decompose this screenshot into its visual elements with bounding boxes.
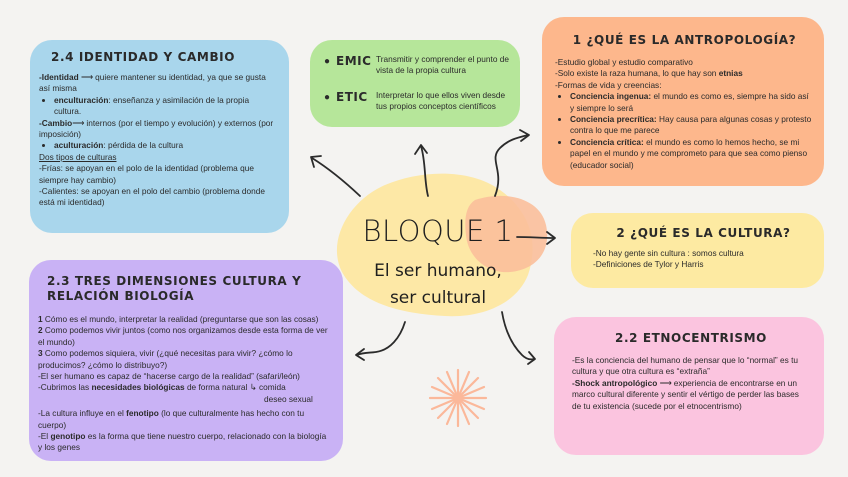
deseo-label: deseo sexual [264, 393, 313, 404]
identity-line [39, 72, 276, 95]
cambio-text: internos (por el tiempo y evolución) y externos (por imposición) [39, 117, 274, 140]
conciencia-item [570, 114, 814, 137]
branch-arrow-icon: ↳ [249, 382, 257, 393]
conciencia-text: Hay causa para algunas cosas y protesto contra lo que me parece [570, 114, 812, 136]
dimension-number: 2 [38, 325, 43, 336]
aculturacion-label: aculturación [54, 140, 104, 151]
anthro-line: -Estudio global y estudio comparativo [555, 57, 693, 67]
aculturacion-text: : pérdida de la cultura [103, 140, 184, 151]
frias-line: -Frías: se apoyan en el polo de la identidad (problema que siempre hay cambio) [39, 163, 254, 185]
genotipo-post: es la forma que tiene nuestro cuerpo, relacionado con la biología y los genes [38, 431, 327, 453]
enculturacion-item [54, 95, 276, 118]
ethnocentrism-card [554, 317, 824, 455]
emic-definition: Transmitir y comprender el punto de vista de la propia cultura [376, 54, 509, 75]
dimension-1 [38, 314, 331, 325]
conciencia-text: el mundo es como es, siempre ha sido así y siempre lo será [570, 91, 809, 113]
dimension-text: Cómo es el mundo, interpretar la realidad (preguntarse que son las cosas) [42, 314, 319, 324]
enculturacion-text: : enseñanza y asimilación de la propia cultura. [54, 94, 250, 117]
arrow-to-identity-icon [311, 156, 360, 196]
needs-post: de forma natural [184, 382, 248, 393]
arrow-right-icon: ⟶ [72, 117, 85, 128]
ethno-title: 2.2 ETNOCENTRISMO [615, 331, 767, 345]
conciencia-label: Conciencia crítica: [570, 136, 644, 147]
etic-definition: Interpretar lo que ellos viven desde tus propios conceptos científicos [376, 90, 506, 111]
genotipo-pre: -El [38, 431, 51, 442]
shock-text: experiencia de encontrarse en un marco cultural diferente y sentir el vértigo de perder las bases de tu existencia (sucede por el etnocentrismo) [572, 377, 799, 411]
fenotipo-pre: -La cultura influye en el [38, 408, 127, 419]
subtitle-line2: ser cultural [389, 288, 487, 308]
anthropology-body [555, 57, 814, 171]
genotipo-line [38, 431, 331, 454]
arrow-to-ethno-icon [502, 312, 535, 364]
page-title: BLOQUE 1 [362, 214, 514, 248]
comida-label: comida [258, 382, 286, 393]
anthro-line: -Formas de vida y creencias: [555, 79, 662, 90]
conciencia-text: el mundo es como lo hemos hecho, se mi papel en el mundo y me comprometo para que sea como pienso (educador social) [570, 136, 808, 170]
subtitle-line1: El ser humano, [374, 261, 502, 281]
dimension-number: 3 [38, 348, 43, 359]
arrow-to-emic-icon [415, 145, 428, 196]
genotipo-bold: genotipo [50, 431, 86, 442]
identity-body [39, 72, 276, 209]
deseo-line [38, 394, 331, 405]
etnias-bold: etnias [718, 68, 743, 79]
needs-pre: -Cubrimos las [38, 382, 92, 393]
anthropology-card [542, 17, 824, 186]
dimension-text: Como podemos siquiera, vivir (¿qué necesitas para vivir? ¿cómo lo producimos? ¿cómo lo distribuyo?) [38, 348, 293, 370]
cambio-label: -Cambio [39, 117, 73, 128]
arrow-to-anthropology-icon [495, 130, 529, 196]
arrow-right-icon: ⟶ [659, 377, 672, 388]
dimensions-title-line2: RELACIÓN BIOLOGÍA [47, 289, 195, 303]
conciencia-label: Conciencia ingenua: [570, 91, 652, 102]
needs-line [38, 382, 331, 393]
page-subtitle [348, 258, 528, 312]
cambio-line [39, 118, 276, 141]
identidad-label: -Identidad [39, 72, 79, 82]
aculturacion-item [54, 140, 276, 151]
culture-title: 2 ¿QUÉ ES LA CULTURA? [616, 226, 791, 240]
conciencia-item [570, 91, 814, 114]
emic-etic-card [310, 40, 520, 127]
shock-line [572, 378, 810, 412]
conciencia-list [555, 91, 814, 171]
culture-body [593, 248, 814, 271]
dimensions-card [29, 260, 343, 461]
emic-term: EMIC [336, 54, 372, 68]
culture-line: -Definiciones de Tylor y Harris [593, 259, 704, 270]
anthro-line [555, 68, 814, 79]
identity-card [30, 40, 289, 233]
fenotipo-line [38, 408, 331, 431]
arrow-right-icon: ⟶ [80, 72, 93, 82]
dimensions-body [38, 314, 331, 454]
bullet-icon: ● [324, 56, 331, 67]
emic-row [324, 54, 512, 76]
etic-row [324, 90, 512, 112]
dimension-2 [38, 325, 331, 348]
ethno-line: -Es la conciencia del humano de pensar que lo “normal” es tu cultura y que otra cultura es “extraña” [572, 355, 798, 377]
fenotipo-post: (lo que culturalmente has hecho con tu cuerpo) [38, 408, 305, 430]
needs-bold: necesidades biológicas [91, 382, 185, 393]
anthropology-title: 1 ¿QUÉ ES LA ANTROPOLOGÍA? [572, 33, 797, 47]
fenotipo-bold: fenotipo [126, 408, 159, 419]
dimension-text: Como podemos vivir juntos (como nos organizamos desde esta forma de ver el mundo) [38, 325, 328, 347]
etnias-pre: -Solo existe la raza humana, lo que hay son [555, 68, 719, 79]
identity-bullets [39, 95, 276, 118]
ethno-body [572, 355, 810, 412]
shock-label: -Shock antropológico [572, 377, 658, 388]
identity-title: 2.4 IDENTIDAD Y CAMBIO [51, 50, 236, 64]
culture-card [571, 213, 824, 288]
conciencia-item [570, 137, 814, 171]
identidad-text: quiere mantener su identidad, ya que se gusta así misma [39, 72, 266, 94]
conciencia-label: Conciencia precrítica: [570, 114, 657, 125]
dimensions-title-line1: 2.3 TRES DIMENSIONES CULTURA Y [47, 274, 302, 288]
calientes-line: -Calientes: se apoyan en el polo del cambio (problema donde está mi identidad) [39, 186, 266, 208]
dimension-3 [38, 348, 331, 371]
culture-line: -No hay gente sin cultura : somos cultura [593, 248, 744, 258]
dimension-number: 1 [38, 314, 43, 324]
arrow-to-dimensions-icon [356, 322, 405, 360]
types-heading: Dos tipos de culturas [39, 151, 117, 162]
cambio-bullets [39, 140, 276, 151]
bullet-icon: ● [324, 92, 331, 103]
dimensions-title [47, 274, 331, 304]
etic-term: ETIC [336, 90, 368, 104]
enculturacion-label: enculturación [54, 94, 109, 105]
safari-line: -El ser humano es capaz de “hacerse cargo de la realidad” (safari/león) [38, 371, 300, 382]
